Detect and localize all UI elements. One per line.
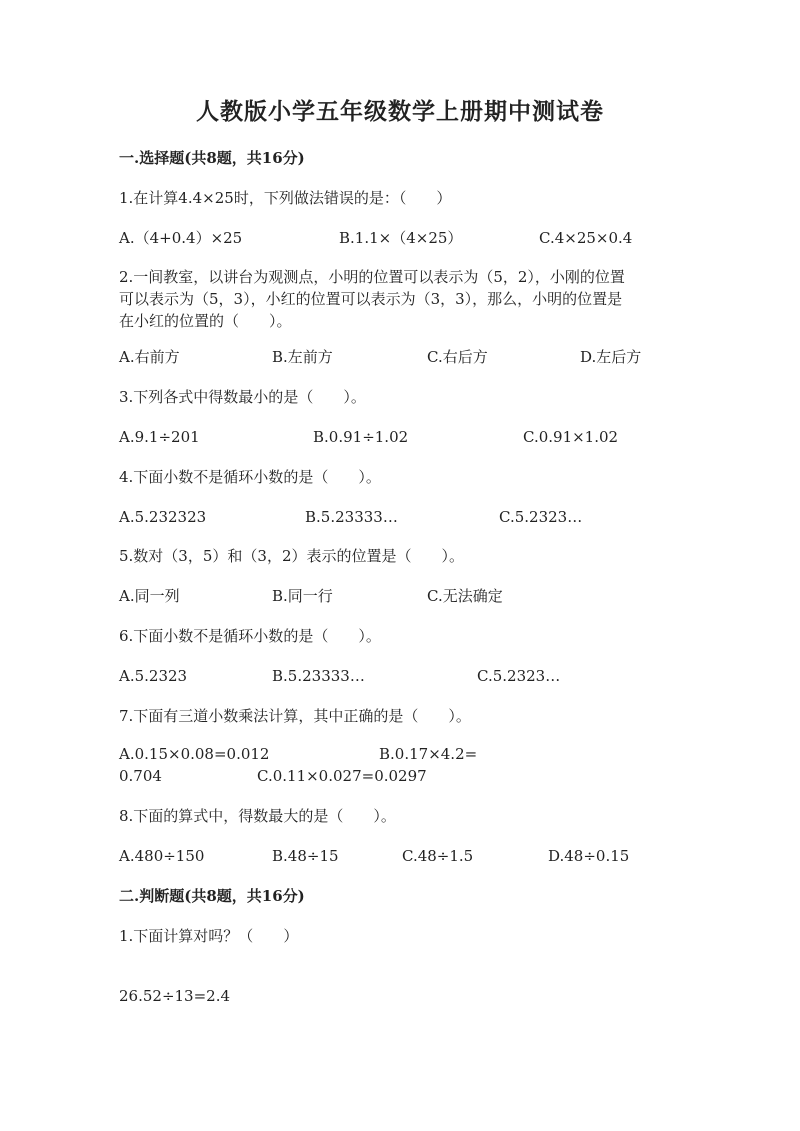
- question-2-option-c: C.右后方: [427, 348, 488, 366]
- question-5-option-c: C.无法确定: [427, 587, 503, 605]
- question-7-option-a: A.0.15×0.08=0.012: [119, 745, 270, 763]
- question-5-option-a: A.同一列: [119, 587, 180, 605]
- question-6-option-b: B.5.23333…: [272, 667, 365, 685]
- question-8-option-c: C.48÷1.5: [402, 847, 474, 865]
- question-7-option-b: B.0.17×4.2=: [379, 745, 478, 763]
- question-1-option-a: A.（4+0.4）×25: [119, 229, 243, 247]
- judgment-question-1-text: 1.下面计算对吗？（ ）: [119, 927, 299, 945]
- question-2-text-line-2: 可以表示为（5，3），小红的位置可以表示为（3，3），那么，小明的位置是: [119, 290, 623, 308]
- question-6-text: 6.下面小数不是循环小数的是（ ）。: [119, 627, 381, 645]
- question-2-text-line-1: 2.一间教室，以讲台为观测点，小明的位置可以表示为（5，2），小刚的位置: [119, 268, 625, 286]
- section-heading-choice: 一.选择题(共8题，共16分): [119, 149, 305, 167]
- question-4-option-a: A.5.232323: [119, 508, 207, 526]
- question-2-option-b: B.左前方: [272, 348, 333, 366]
- question-8-option-d: D.48÷0.15: [548, 847, 630, 865]
- question-2-option-a: A.右前方: [119, 348, 180, 366]
- page-title: 人教版小学五年级数学上册期中测试卷: [196, 98, 604, 125]
- question-8-text: 8.下面的算式中，得数最大的是（ ）。: [119, 807, 396, 825]
- question-1-option-b: B.1.1×（4×25）: [339, 229, 463, 247]
- question-5-text: 5.数对（3，5）和（3，2）表示的位置是（ ）。: [119, 547, 464, 565]
- question-7-text: 7.下面有三道小数乘法计算，其中正确的是（ ）。: [119, 707, 471, 725]
- question-8-option-b: B.48÷15: [272, 847, 339, 865]
- question-6-option-a: A.5.2323: [119, 667, 188, 685]
- question-7-option-b-continued: 0.704: [119, 767, 162, 785]
- question-8-option-a: A.480÷150: [119, 847, 205, 865]
- question-3-text: 3.下列各式中得数最小的是（ ）。: [119, 388, 366, 406]
- question-2-text-line-3: 在小红的位置的（ ）。: [119, 312, 292, 330]
- question-6-option-c: C.5.2323…: [477, 667, 561, 685]
- question-4-option-c: C.5.2323…: [499, 508, 583, 526]
- question-3-option-b: B.0.91÷1.02: [313, 428, 409, 446]
- question-2-option-d: D.左后方: [580, 348, 642, 366]
- question-1-text: 1.在计算4.4×25时，下列做法错误的是：（ ）: [119, 189, 452, 207]
- question-3-option-c: C.0.91×1.02: [523, 428, 619, 446]
- question-5-option-b: B.同一行: [272, 587, 333, 605]
- question-4-text: 4.下面小数不是循环小数的是（ ）。: [119, 468, 381, 486]
- question-1-option-c: C.4×25×0.4: [539, 229, 633, 247]
- question-4-option-b: B.5.23333…: [305, 508, 398, 526]
- question-3-option-a: A.9.1÷201: [119, 428, 200, 446]
- judgment-question-1-expression: 26.52÷13=2.4: [119, 987, 231, 1005]
- question-7-option-c: C.0.11×0.027=0.0297: [257, 767, 427, 785]
- section-heading-judgment: 二.判断题(共8题，共16分): [119, 887, 305, 905]
